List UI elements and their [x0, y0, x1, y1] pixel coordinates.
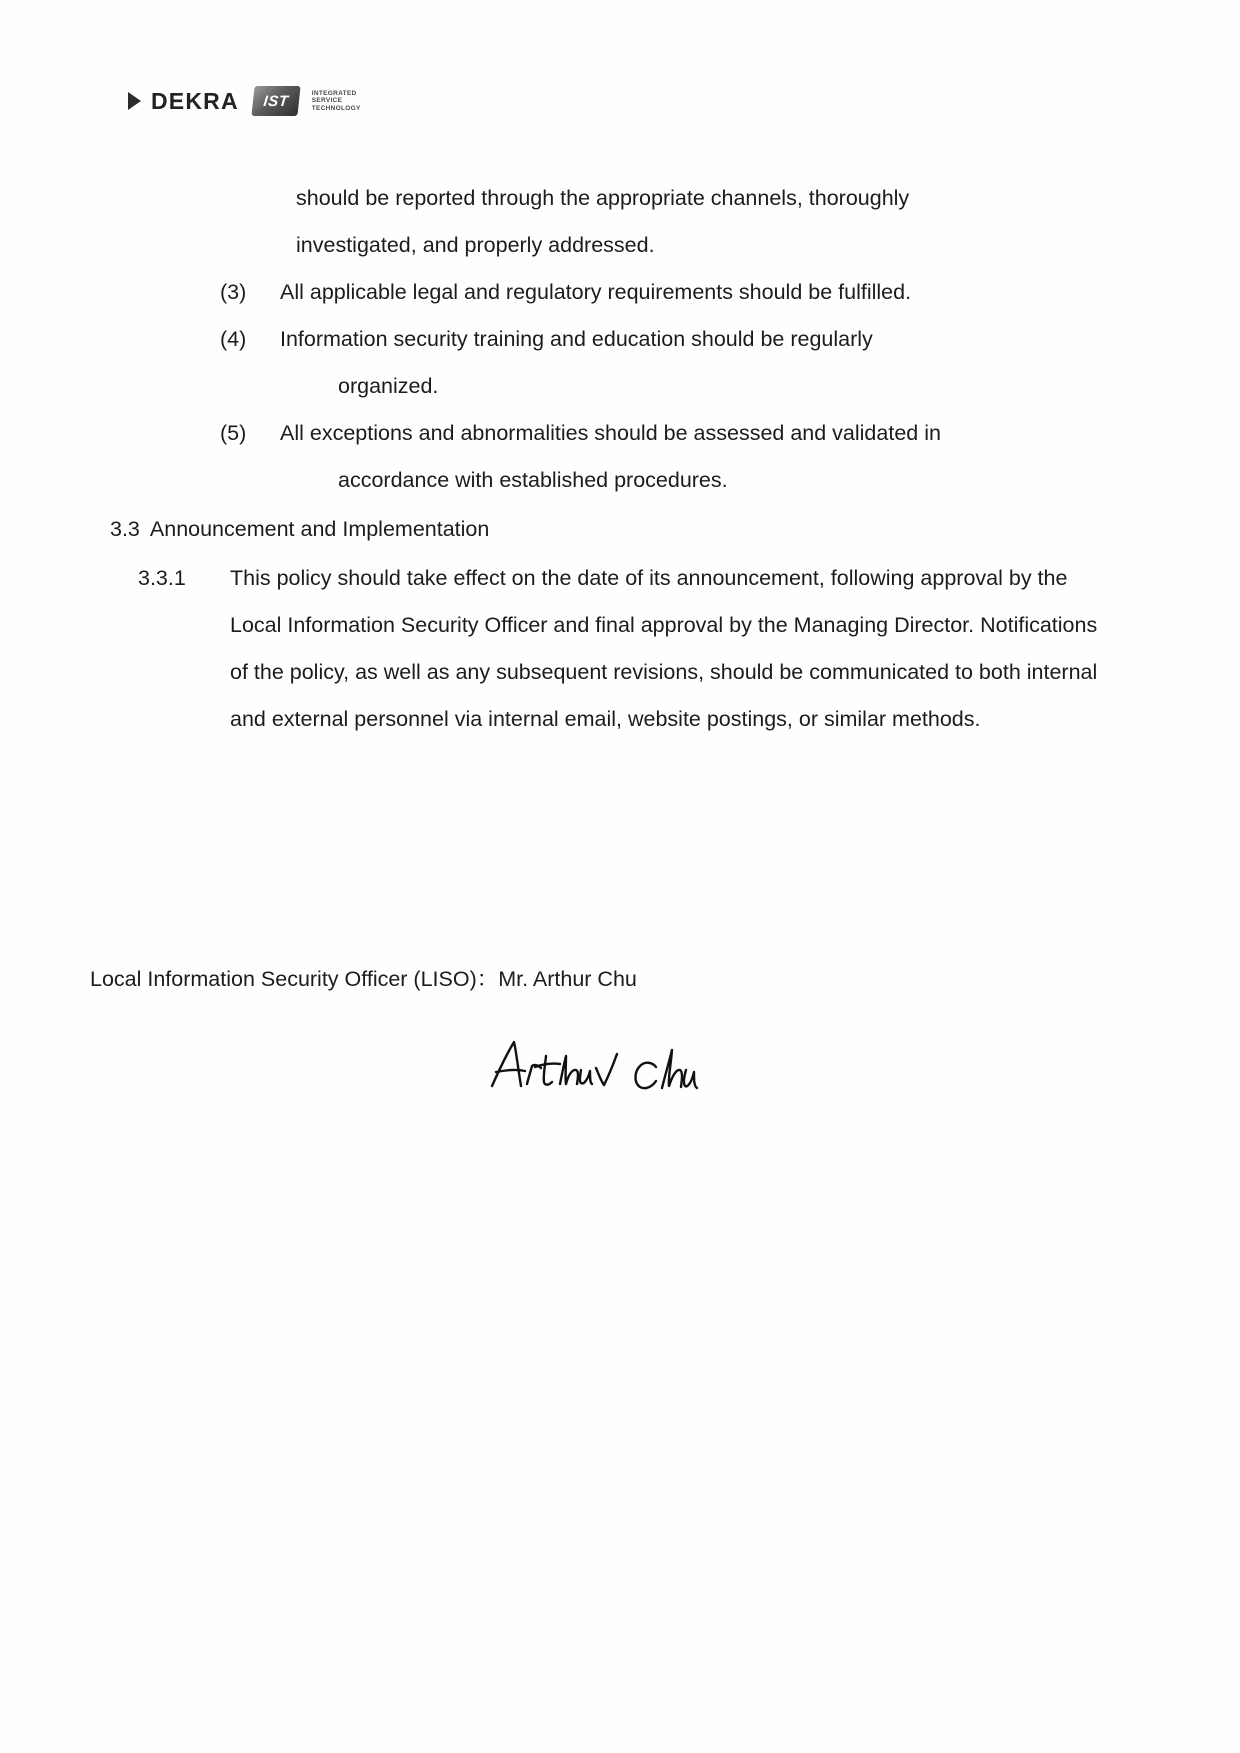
- list-item-text-wrap: organized.: [338, 374, 439, 398]
- list-item-body: [280, 410, 1120, 504]
- list-item-text: Information security training and education should be regularly: [280, 327, 873, 351]
- continued-paragraph-line-2: investigated, and properly addressed.: [296, 233, 655, 257]
- ist-subtitle-line-3: TECHNOLOGY: [311, 104, 361, 112]
- dekra-triangle-icon: [128, 92, 141, 110]
- ist-subtitle-line-2: SERVICE: [311, 97, 343, 105]
- ist-logo-text: IST: [262, 92, 290, 110]
- list-item: [220, 316, 1120, 410]
- ist-subtitle-line-1: INTEGRATED: [311, 89, 357, 97]
- signature-image: [480, 1020, 730, 1130]
- list-item: [220, 410, 1120, 504]
- list-item-body: [280, 316, 1120, 410]
- ist-logo-subtitle: [312, 90, 361, 112]
- ist-logo-icon: [251, 86, 300, 116]
- list-item-text-wrap: accordance with established procedures.: [338, 468, 728, 492]
- subsection: [138, 555, 1098, 743]
- section-title: Announcement and Implementation: [149, 517, 490, 541]
- subsection-text: This policy should take effect on the date of its announcement, following approval by the Local Information Security Officer and final approval by the Managing Director. Notifications of the policy, as well as any subsequent revisions, should be communicated to both internal and external personnel via internal email, website postings, or similar methods.: [230, 566, 1098, 731]
- list-item-text: All exceptions and abnormalities should be assessed and validated in: [280, 421, 941, 445]
- continued-paragraph: [296, 175, 1106, 269]
- list-item-body: [280, 269, 1120, 316]
- section-heading: [110, 506, 1150, 553]
- numbered-list: [90, 269, 1150, 504]
- dekra-wordmark: DEKRA: [151, 87, 239, 114]
- liso-label: Local Information Security Officer (LISO)：Mr. Arthur Chu: [90, 967, 637, 991]
- list-item-marker: (5): [220, 421, 247, 445]
- section-number: 3.3: [110, 517, 140, 541]
- list-item-marker: (3): [220, 280, 247, 304]
- continued-paragraph-line-1: should be reported through the appropriate channels, thoroughly: [296, 186, 910, 210]
- list-item-marker: (4): [220, 327, 247, 351]
- list-item: [220, 269, 1120, 316]
- list-item-text: All applicable legal and regulatory requirements should be fulfilled.: [280, 280, 912, 304]
- subsection-number: 3.3.1: [138, 566, 186, 590]
- document-body: [90, 175, 1150, 743]
- document-header: [128, 86, 361, 116]
